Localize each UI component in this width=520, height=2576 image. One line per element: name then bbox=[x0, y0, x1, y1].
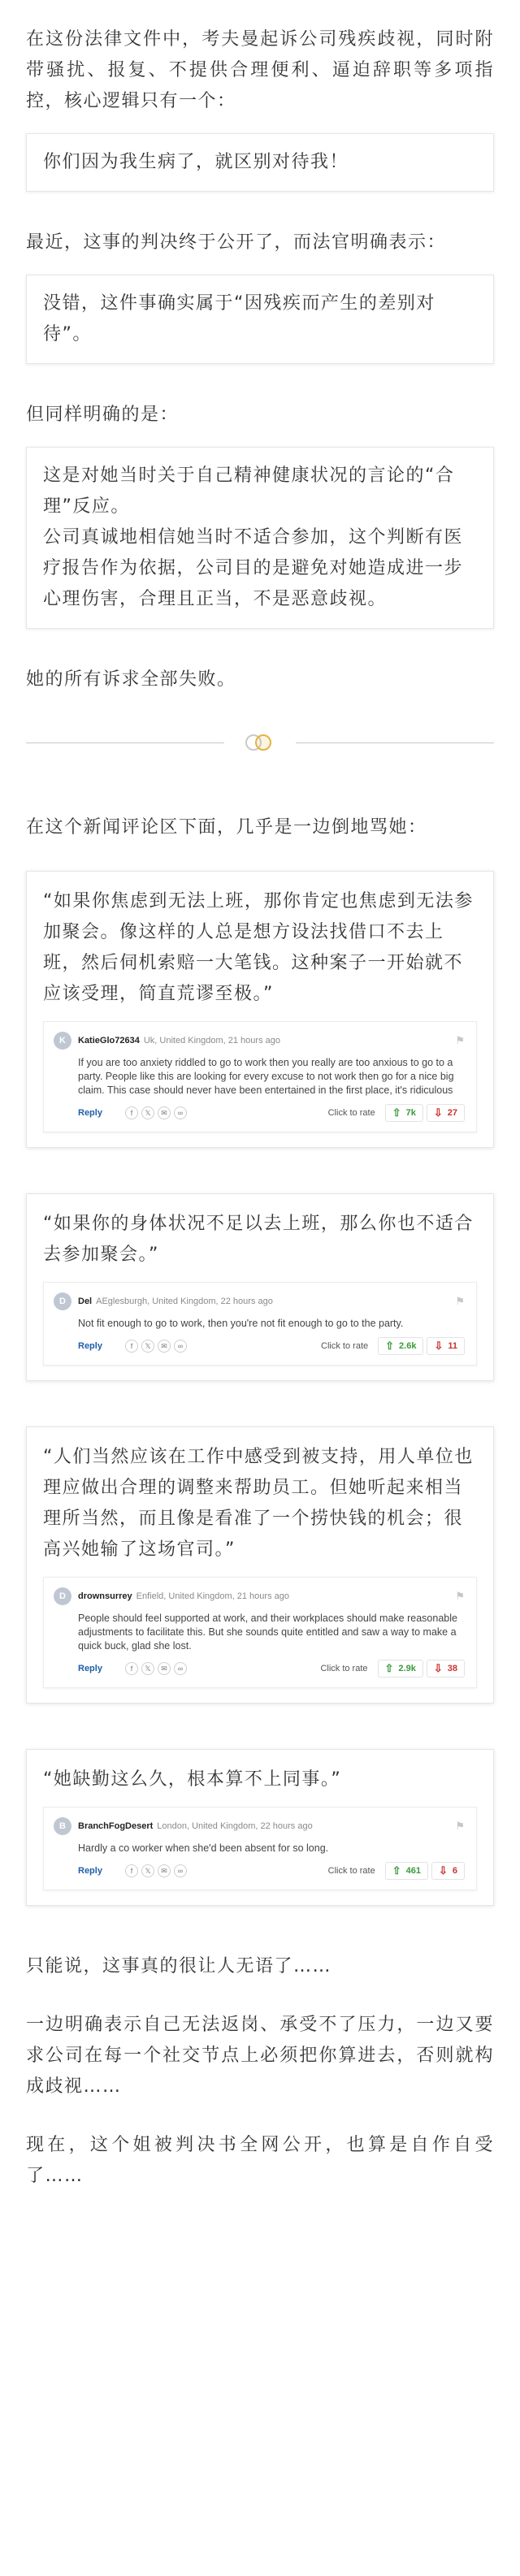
arrow-up-icon: ⇧ bbox=[384, 1662, 394, 1674]
comment-card bbox=[26, 1193, 494, 1381]
reply-link[interactable]: Reply bbox=[78, 1108, 102, 1118]
paragraph-comments-intro: 在这个新闻评论区下面，几乎是一边倒地骂她： bbox=[26, 817, 427, 838]
comment-meta: London, United Kingdom, 22 hours ago bbox=[157, 1821, 313, 1831]
divider-line-right bbox=[296, 742, 494, 743]
downvote-count: 27 bbox=[447, 1108, 457, 1118]
avatar[interactable]: K bbox=[54, 1032, 72, 1050]
comment-screenshot bbox=[43, 1577, 477, 1688]
downvote-button[interactable] bbox=[427, 1337, 465, 1355]
comment-meta: Enfield, United Kingdom, 21 hours ago bbox=[136, 1591, 289, 1601]
downvote-count: 38 bbox=[447, 1664, 457, 1673]
flag-icon[interactable]: ⚑ bbox=[455, 1295, 465, 1307]
comment-screenshot bbox=[43, 1021, 477, 1132]
facebook-icon[interactable]: f bbox=[125, 1864, 138, 1877]
comment-username[interactable]: KatieGlo72634 bbox=[78, 1036, 140, 1046]
upvote-button[interactable] bbox=[378, 1337, 423, 1355]
downvote-button[interactable] bbox=[427, 1660, 465, 1678]
comment-card bbox=[26, 1749, 494, 1906]
comment-username[interactable]: BranchFogDesert bbox=[78, 1821, 154, 1831]
arrow-up-icon: ⇧ bbox=[392, 1106, 401, 1119]
downvote-count: 6 bbox=[452, 1866, 457, 1876]
quote-box-claim: 你们因为我生病了，就区别对待我！ bbox=[26, 133, 494, 192]
divider-line-left bbox=[26, 742, 224, 743]
avatar[interactable]: B bbox=[54, 1817, 72, 1835]
email-icon[interactable]: ✉ bbox=[158, 1106, 171, 1119]
comment-text: People should feel supported at work, and their workplaces should make reasonable adjustments to facilitate this. But she sounds quite entitled and saw a way to make a quick buck, glad she lost. bbox=[78, 1613, 457, 1652]
avatar[interactable]: D bbox=[54, 1587, 72, 1605]
reasoning-line-2: 公司真诚地相信她当时不适合参加，这个判断有医疗报告作为依据，公司目的是避免对她造成进一步心理伤害，合理且正当，不是恶意歧视。 bbox=[43, 527, 464, 609]
paragraph-contradiction: 一边明确表示自己无法返岗、承受不了压力，一边又要求公司在每一个社交节点上必须把你算进去，否则就构成歧视…… bbox=[26, 2015, 494, 2097]
paragraph-lawsuit: 在这份法律文件中，考夫曼起诉公司残疾歧视，同时附带骚扰、报复、不提供合理便利、逼迫辞职等多项指控，核心逻辑只有一个： bbox=[26, 29, 494, 111]
downvote-button[interactable] bbox=[431, 1862, 465, 1880]
flag-icon[interactable]: ⚑ bbox=[455, 1034, 465, 1046]
x-icon[interactable]: 𝕏 bbox=[141, 1340, 154, 1353]
comment-header bbox=[54, 1292, 465, 1310]
comment-card bbox=[26, 1427, 494, 1704]
rate-label: Click to rate bbox=[320, 1664, 368, 1673]
arrow-down-icon: ⇩ bbox=[438, 1864, 448, 1877]
email-icon[interactable]: ✉ bbox=[158, 1662, 171, 1675]
paragraph-however: 但同样明确的是： bbox=[26, 405, 180, 425]
email-icon[interactable]: ✉ bbox=[158, 1864, 171, 1877]
translated-quote: “如果你焦虑到无法上班，那你肯定也焦虑到无法参加聚会。像这样的人总是想方设法找借口不去上班，然后伺机索赔一大笔钱。这种案子一开始就不应该受理，简直荒谬至极。” bbox=[43, 891, 474, 1004]
reasoning-line-1: 这是对她当时关于自己精神健康状况的言论的“合理”反应。 bbox=[43, 465, 455, 517]
translated-quote: “如果你的身体状况不足以去上班，那么你也不适合去参加聚会。” bbox=[43, 1214, 474, 1265]
comment-text: Hardly a co worker when she'd been absent for so long. bbox=[78, 1842, 329, 1854]
upvote-button[interactable] bbox=[385, 1862, 428, 1880]
email-icon[interactable]: ✉ bbox=[158, 1340, 171, 1353]
flag-icon[interactable]: ⚑ bbox=[455, 1590, 465, 1602]
comment-header bbox=[54, 1587, 465, 1605]
comment-header bbox=[54, 1032, 465, 1050]
comment-actions bbox=[78, 1862, 465, 1880]
comment-header bbox=[54, 1817, 465, 1835]
upvote-count: 2.6k bbox=[399, 1341, 417, 1351]
link-icon[interactable]: ∞ bbox=[174, 1106, 187, 1119]
upvote-count: 7k bbox=[405, 1108, 416, 1118]
arrow-up-icon: ⇧ bbox=[392, 1864, 401, 1877]
facebook-icon[interactable]: f bbox=[125, 1662, 138, 1675]
comment-actions bbox=[78, 1104, 465, 1122]
arrow-up-icon: ⇧ bbox=[385, 1340, 395, 1352]
link-icon[interactable]: ∞ bbox=[174, 1864, 187, 1877]
comment-text: If you are too anxiety riddled to go to work then you really are too anxious to go to a party. People like this are looking for every excuse to not work then go for a nice big claim. This case should never have been entertained in the first place, it's ridiculous bbox=[78, 1057, 454, 1096]
quote-box-reasoning bbox=[26, 447, 494, 629]
comment-screenshot bbox=[43, 1807, 477, 1890]
upvote-button[interactable] bbox=[378, 1660, 423, 1678]
comment-username[interactable]: drownsurrey bbox=[78, 1591, 132, 1601]
downvote-count: 11 bbox=[448, 1341, 457, 1351]
comment-text: Not fit enough to go to work, then you're not fit enough to go to the party. bbox=[78, 1318, 404, 1329]
section-divider bbox=[26, 731, 494, 754]
paragraph-verdict: 最近，这事的判决终于公开了，而法官明确表示： bbox=[26, 232, 447, 253]
upvote-count: 2.9k bbox=[398, 1664, 416, 1673]
facebook-icon[interactable]: f bbox=[125, 1106, 138, 1119]
comment-meta: AEglesburgh, United Kingdom, 22 hours ago bbox=[96, 1297, 273, 1306]
rate-label: Click to rate bbox=[321, 1341, 369, 1351]
comment-cards bbox=[26, 871, 494, 1906]
x-icon[interactable]: 𝕏 bbox=[141, 1864, 154, 1877]
upvote-count: 461 bbox=[405, 1866, 421, 1876]
paragraph-result: 她的所有诉求全部失败。 bbox=[26, 669, 236, 690]
link-icon[interactable]: ∞ bbox=[174, 1340, 187, 1353]
rate-label: Click to rate bbox=[327, 1866, 375, 1876]
upvote-button[interactable] bbox=[385, 1104, 423, 1122]
arrow-down-icon: ⇩ bbox=[433, 1662, 443, 1674]
arrow-down-icon: ⇩ bbox=[434, 1340, 444, 1352]
arrow-down-icon: ⇩ bbox=[433, 1106, 443, 1119]
comment-card bbox=[26, 871, 494, 1148]
reply-link[interactable]: Reply bbox=[78, 1664, 102, 1673]
reply-link[interactable]: Reply bbox=[78, 1866, 102, 1876]
comment-username[interactable]: Del bbox=[78, 1297, 93, 1306]
translated-quote: “她缺勤这么久，根本算不上同事。” bbox=[43, 1769, 342, 1790]
divider-circles-icon bbox=[239, 731, 281, 754]
x-icon[interactable]: 𝕏 bbox=[141, 1662, 154, 1675]
comment-screenshot bbox=[43, 1282, 477, 1366]
paragraph-conclusion: 现在，这个姐被判决书全网公开，也算是自作自受了…… bbox=[26, 2135, 494, 2186]
translated-quote: “人们当然应该在工作中感受到被支持，用人单位也理应做出合理的调整来帮助员工。但她听起来相当理所当然，而且像是看准了一个捞快钱的机会；很高兴她输了这场官司。” bbox=[43, 1447, 474, 1560]
x-icon[interactable]: 𝕏 bbox=[141, 1106, 154, 1119]
comment-actions bbox=[78, 1337, 465, 1355]
link-icon[interactable]: ∞ bbox=[174, 1662, 187, 1675]
quote-box-judge: 没错，这件事确实属于“因残疾而产生的差别对待”。 bbox=[26, 275, 494, 364]
reply-link[interactable]: Reply bbox=[78, 1341, 102, 1351]
comment-actions bbox=[78, 1660, 465, 1678]
downvote-button[interactable] bbox=[427, 1104, 465, 1122]
facebook-icon[interactable]: f bbox=[125, 1340, 138, 1353]
flag-icon[interactable]: ⚑ bbox=[455, 1820, 465, 1832]
avatar[interactable]: D bbox=[54, 1292, 72, 1310]
comment-meta: Uk, United Kingdom, 21 hours ago bbox=[143, 1036, 280, 1046]
paragraph-speechless: 只能说，这事真的很让人无语了…… bbox=[26, 1956, 332, 1976]
rate-label: Click to rate bbox=[327, 1108, 375, 1118]
